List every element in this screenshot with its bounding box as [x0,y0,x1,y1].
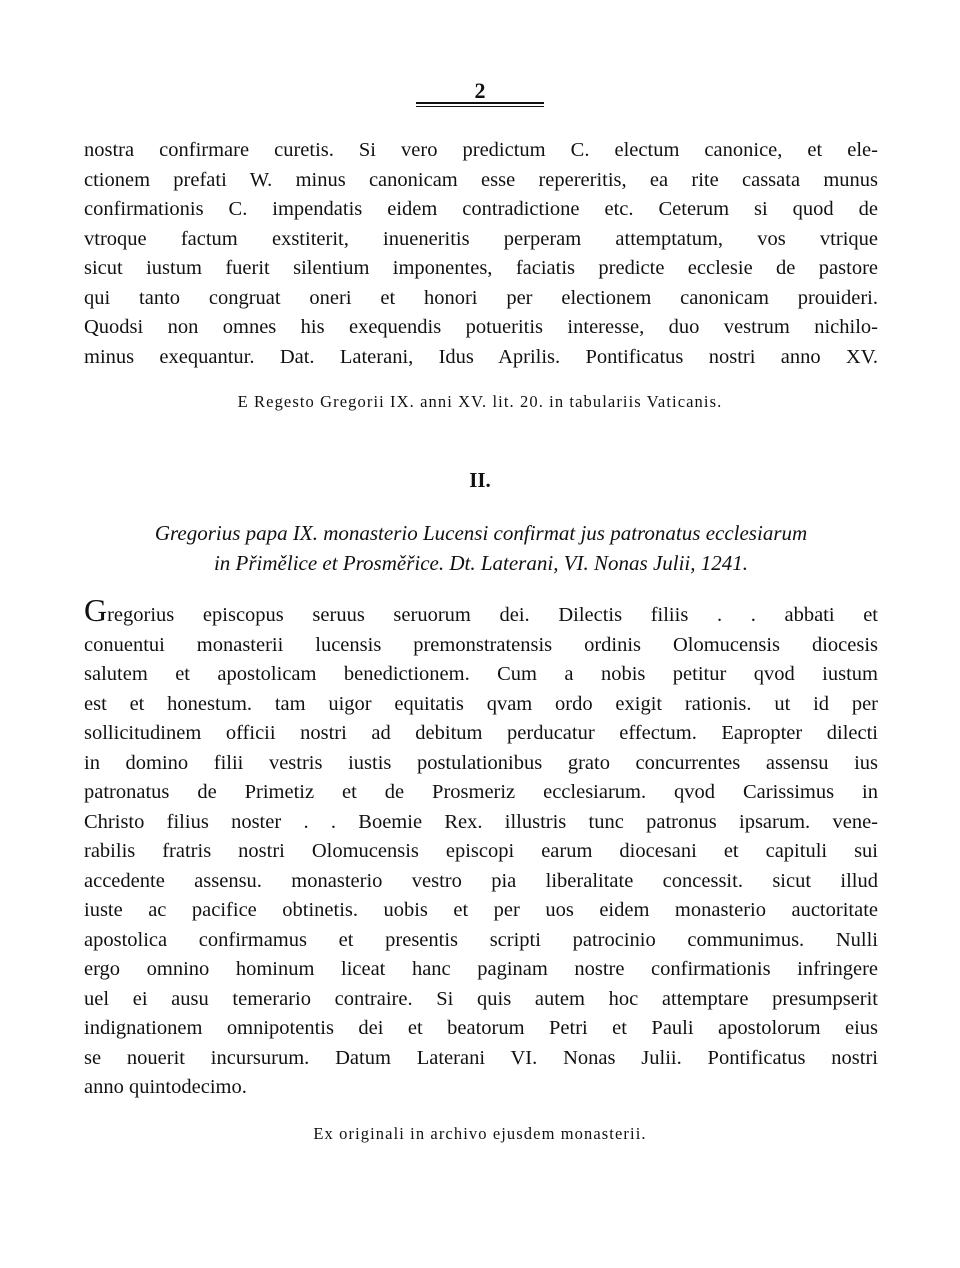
summary-line: Gregorius papa IX. monasterio Lucensi confirmat jus patronatus ecclesiarum [154,521,808,545]
text-line: vtroque factum exstiterit, inueneritis perperam attemptatum, vos vtrique [84,227,878,250]
text-line: patronatus de Primetiz et de Prosmeriz ecclesiarum. qvod Carissimus in [84,781,878,803]
text-line: in domino filii vestris iustis postulationibus grato concurrentes assensu ius [84,751,878,774]
initial-letter: G [84,592,108,628]
first-line-text: regorius episcopus seruus seruorum dei. Dilectis filiis . . abbati et [107,604,878,626]
source-note-1: E Regesto Gregorii IX. anni XV. lit. 20. in tabulariis Vaticanis. [237,392,723,411]
text-line: accedente assensu. monasterio vestro pia liberalitate concessit. sicut illud [84,869,878,892]
text-line: conuentui monasterii lucensis premonstratensis ordinis Olomucensis diocesis [84,633,878,656]
text-line: ergo omnino hominum liceat hanc paginam nostre confirmationis infringere [84,958,878,980]
page-number: 2 [474,78,486,103]
previous-document-text [84,136,878,372]
summary-line: in Přimělice et Prosměřice. Dt. Laterani, VI. Nonas Julii, 1241. [213,551,749,575]
text-line: Quodsi non omnes his exequendis potueritis interesse, duo vestrum nichilo- [84,316,878,338]
text-line: rabilis fratris nostri Olomucensis episcopi earum diocesani et capituli sui [84,840,878,862]
text-line: anno quintodecimo. [84,1076,247,1098]
text-line: iuste ac pacifice obtinetis. uobis et per uos eidem monasterio auctoritate [84,899,878,921]
section-number: II. [469,468,491,492]
text-line: minus exequantur. Dat. Laterani, Idus Aprilis. Pontificatus nostri anno XV. [84,345,878,368]
text-line: est et honestum. tam uigor equitatis qvam ordo exigit rationis. ut id per [84,692,878,715]
text-line: apostolica confirmamus et presentis scripti patrocinio communimus. Nulli [84,928,878,951]
text-line: indignationem omnipotentis dei et beatorum Petri et Pauli apostolorum eius [84,1017,878,1039]
text-line: sicut iustum fuerit silentium imponentes, faciatis predicte ecclesie de pastore [84,257,878,279]
text-line: qui tanto congruat oneri et honori per electionem canonicam prouideri. [84,286,878,309]
first-line [84,592,878,631]
text-line: uel ei ausu temerario contraire. Si quis autem hoc attemptare presumpserit [84,987,878,1010]
document-body [84,592,878,1103]
source-note-2: Ex originali in archivo ejusdem monasterii. [313,1124,647,1143]
text-line: confirmationis C. impendatis eidem contradictione etc. Ceterum si quod de [84,198,878,220]
text-line: nostra confirmare curetis. Si vero predictum C. electum canonice, et ele- [84,139,878,161]
document-summary [84,518,878,578]
text-line: Christo filius noster . . Boemie Rex. illustris tunc patronus ipsarum. vene- [84,810,878,833]
header-rule [416,102,544,107]
text-line: ctionem prefati W. minus canonicam esse repereritis, ea rite cassata munus [84,168,878,191]
text-line: sollicitudinem officii nostri ad debitum perducatur effectum. Eapropter dilecti [84,722,878,744]
text-line: se nouerit incursurum. Datum Laterani VI. Nonas Julii. Pontificatus nostri [84,1046,878,1069]
text-line: salutem et apostolicam benedictionem. Cum a nobis petitur qvod iustum [84,663,878,685]
